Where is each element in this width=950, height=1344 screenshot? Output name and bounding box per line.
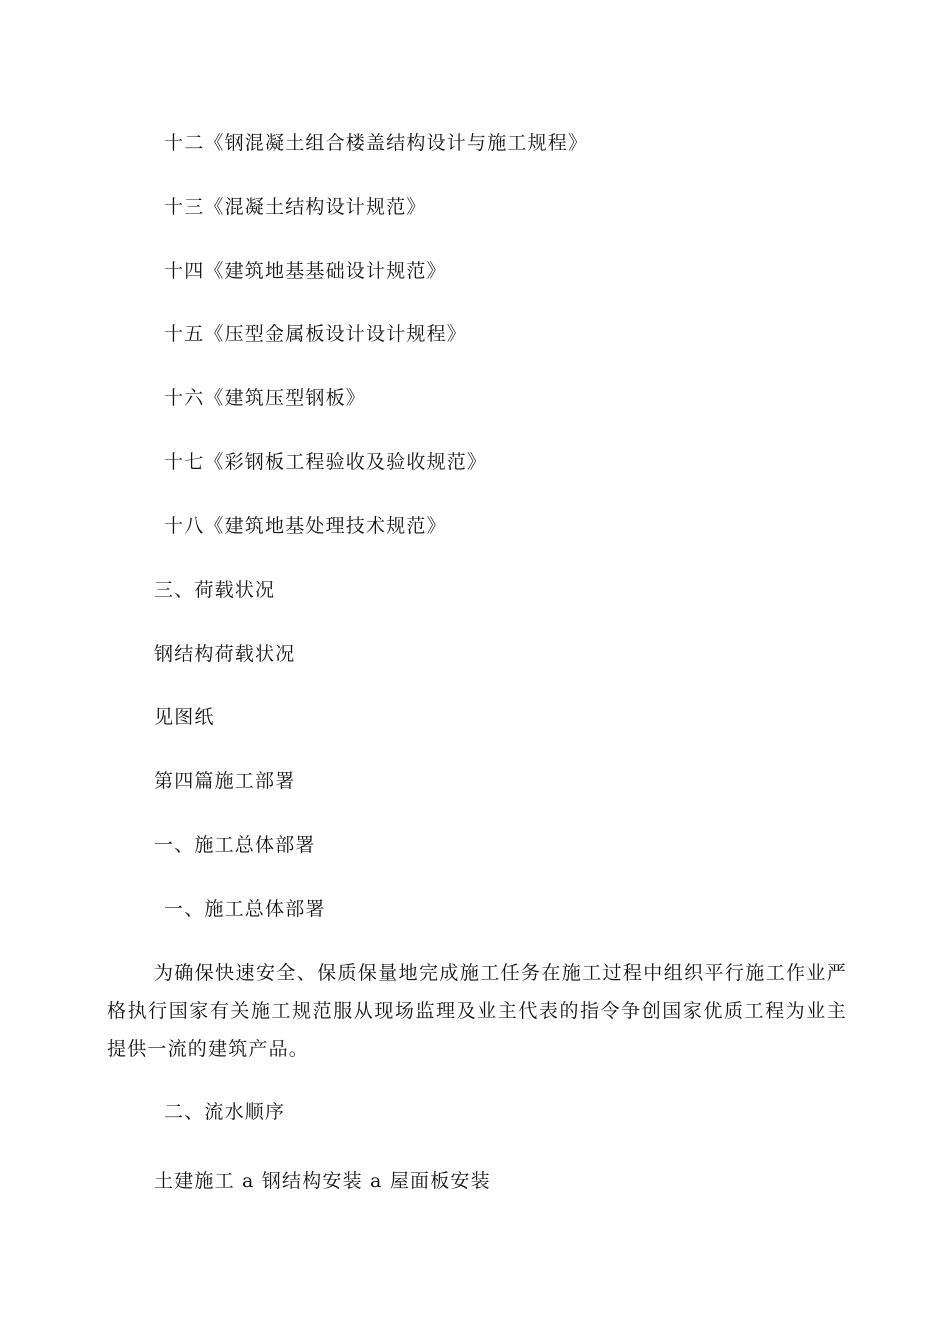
standard-item-17: 十七《彩钢板工程验收及验收规范》 [164, 451, 488, 473]
section-heading-load: 三、荷载状况 [154, 579, 276, 601]
standard-item-18: 十八《建筑地基处理技术规范》 [164, 515, 447, 537]
general-deployment-subheading: 一、施工总体部署 [164, 898, 326, 920]
flow-order-heading: 二、流水顺序 [164, 1101, 286, 1123]
standard-item-16: 十六《建筑压型钢板》 [164, 387, 367, 409]
see-drawings-text: 见图纸 [154, 706, 215, 728]
steel-load-heading: 钢结构荷载状况 [154, 643, 296, 665]
standard-item-14: 十四《建筑地基基础设计规范》 [164, 260, 447, 282]
standard-item-12: 十二《钢混凝土组合楼盖结构设计与施工规程》 [164, 132, 589, 154]
standard-item-13: 十三《混凝土结构设计规范》 [164, 196, 427, 218]
standard-item-15: 十五《压型金属板设计设计规程》 [164, 323, 468, 345]
part-four-title: 第四篇施工部署 [154, 770, 296, 792]
deployment-paragraph: 为确保快速安全、保质保量地完成施工任务在施工过程中组织平行施工作业严格执行国家有关施工规范服从现场监理及业主代表的指令争创国家优质工程为业主提供一流的建筑产品。 [107, 962, 847, 1060]
general-deployment-heading: 一、施工总体部署 [154, 834, 316, 856]
flow-order-text: 土建施工 a 钢结构安装 a 屋面板安装 [154, 1170, 491, 1192]
